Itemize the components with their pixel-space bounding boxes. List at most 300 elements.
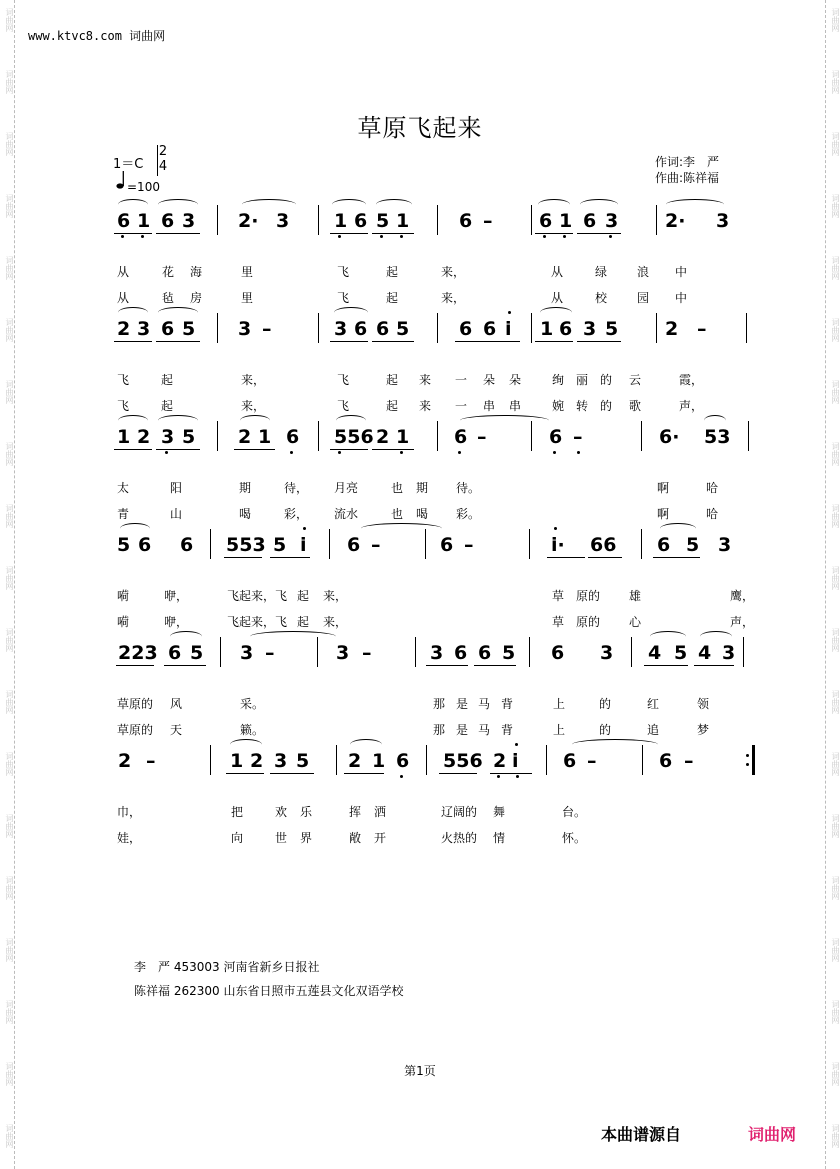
- page-number: 第1页: [404, 1064, 436, 1078]
- barline: [426, 745, 427, 775]
- lyric-word: 从: [117, 291, 130, 305]
- lyric-word: 霞，: [679, 373, 704, 387]
- note: 4: [648, 642, 662, 664]
- octave-dot-below: [165, 451, 168, 454]
- lyric-word: 开: [374, 831, 387, 845]
- lyric-word: 起: [297, 615, 310, 629]
- lyric-word: 海: [190, 265, 203, 279]
- lyric-word: 来: [419, 399, 432, 413]
- beam-underline: [116, 665, 154, 666]
- barline: [210, 529, 211, 559]
- edge-watermark: 词曲网: [831, 380, 840, 404]
- beam-underline: [535, 341, 573, 342]
- final-barline: [752, 745, 755, 775]
- lyric-word: 起: [386, 291, 399, 305]
- note: 5: [396, 318, 410, 340]
- note: 3: [240, 642, 254, 664]
- note: 3: [276, 210, 290, 232]
- octave-dot-above: [508, 311, 511, 314]
- quarter-note-icon: [116, 170, 126, 190]
- note: 3: [161, 426, 175, 448]
- note-row: [110, 205, 755, 255]
- lyric-word: 的: [599, 697, 612, 711]
- lyric-word: 从: [117, 265, 130, 279]
- note: 3: [336, 642, 350, 664]
- lyric-word: 飞: [117, 399, 130, 413]
- edge-watermark: 词曲网: [831, 628, 840, 652]
- note: 1: [396, 210, 410, 232]
- lyric-word: 啊: [657, 507, 670, 521]
- note: 2: [238, 426, 252, 448]
- edge-watermark: 词曲网: [5, 566, 14, 590]
- beam-underline: [330, 341, 368, 342]
- lyric-line: [110, 263, 755, 283]
- lyric-word: 喝: [239, 507, 252, 521]
- octave-dot-below: [338, 451, 341, 454]
- lyric-word: 期: [239, 481, 252, 495]
- lyric-word: 籁。: [240, 723, 265, 737]
- slur: [332, 199, 366, 210]
- lyric-word: 啊: [657, 481, 670, 495]
- lyric-word: 中: [675, 265, 688, 279]
- note: –: [477, 426, 487, 448]
- lyric-word: 追: [647, 723, 660, 737]
- note: 3: [182, 210, 196, 232]
- score-system: [110, 205, 755, 315]
- lyric-word: 青: [117, 507, 130, 521]
- note: 6: [483, 318, 497, 340]
- note: 53: [704, 426, 731, 448]
- edge-watermark: 词曲网: [5, 814, 14, 838]
- note: 6: [454, 426, 468, 448]
- note-row: [110, 313, 755, 363]
- note: 6: [549, 426, 563, 448]
- lyric-word: 飞: [117, 373, 130, 387]
- time-signature: [157, 144, 169, 174]
- note: –: [362, 642, 372, 664]
- lyric-word: 乐: [300, 805, 313, 819]
- beam-underline: [694, 665, 734, 666]
- note-row: [110, 421, 755, 471]
- edge-watermark: 词曲网: [5, 690, 14, 714]
- lyric-word: 火热的: [441, 831, 478, 845]
- lyric-word: 界: [300, 831, 313, 845]
- barline: [529, 529, 530, 559]
- barline: [217, 313, 218, 343]
- note: 1: [334, 210, 348, 232]
- note: 3: [600, 642, 614, 664]
- beam-underline: [455, 341, 520, 342]
- slur: [376, 199, 412, 210]
- octave-dot-below: [563, 235, 566, 238]
- lyric-word: 飞: [337, 373, 350, 387]
- beam-underline: [226, 773, 264, 774]
- lyric-word: 来，: [323, 615, 348, 629]
- edge-watermark: 词曲网: [831, 442, 840, 466]
- note: 5: [376, 210, 390, 232]
- lyric-word: 嗬: [117, 589, 130, 603]
- barline: [217, 205, 218, 235]
- note: 6: [376, 318, 390, 340]
- edge-watermark: 词曲网: [5, 442, 14, 466]
- lyric-word: 婉: [552, 399, 565, 413]
- note: 6: [459, 318, 473, 340]
- beam-underline: [577, 233, 621, 234]
- beam-underline: [490, 773, 532, 774]
- edge-watermark: 词曲网: [5, 938, 14, 962]
- note: 2: [348, 750, 362, 772]
- lyric-word: 绚: [552, 373, 565, 387]
- lyric-word: 中: [675, 291, 688, 305]
- note: 5: [605, 318, 619, 340]
- lyric-word: 来: [419, 373, 432, 387]
- score-system: [110, 421, 755, 531]
- lyric-word: 待，: [284, 481, 309, 495]
- beam-underline: [588, 557, 622, 558]
- beam-underline: [164, 665, 206, 666]
- slur: [660, 523, 696, 534]
- note-row: [110, 745, 755, 795]
- slur: [334, 307, 368, 318]
- lyric-word: 起: [161, 373, 174, 387]
- lyric-word: 飞起来，飞: [227, 589, 288, 603]
- lyric-word: 彩，: [284, 507, 309, 521]
- octave-dot-below: [516, 775, 519, 778]
- note: 5: [296, 750, 310, 772]
- note: 6: [659, 750, 673, 772]
- octave-dot-below: [577, 451, 580, 454]
- barline: [743, 637, 744, 667]
- note: 1: [258, 426, 272, 448]
- lyric-word: 串: [483, 399, 496, 413]
- slur: [580, 199, 618, 210]
- edge-watermark: 词曲网: [5, 256, 14, 280]
- lyric-word: 马: [478, 697, 491, 711]
- note: 2: [665, 318, 679, 340]
- note: 1: [117, 426, 131, 448]
- slur: [650, 631, 686, 642]
- lyric-word: 起: [297, 589, 310, 603]
- note: –: [587, 750, 597, 772]
- octave-dot-below: [497, 775, 500, 778]
- repeat-dot: [746, 754, 749, 757]
- lyric-word: 飞: [337, 399, 350, 413]
- octave-dot-below: [141, 235, 144, 238]
- note: 6: [396, 750, 410, 772]
- source-label: 本曲谱源自: [601, 1125, 682, 1144]
- lyric-word: 里: [241, 265, 254, 279]
- edge-watermark: 词曲网: [831, 1124, 840, 1148]
- lyric-line: [110, 505, 755, 525]
- slur: [361, 523, 442, 534]
- lyric-word: 一: [455, 399, 468, 413]
- note: 3: [722, 642, 736, 664]
- site-url: www.ktvc8.com 词曲网: [28, 29, 166, 43]
- note: –: [146, 750, 156, 772]
- slur: [118, 199, 148, 210]
- beam-underline: [224, 557, 262, 558]
- edge-watermark: 词曲网: [5, 318, 14, 342]
- beam-underline: [330, 233, 368, 234]
- note: 1: [137, 210, 151, 232]
- lyric-word: 怀。: [562, 831, 587, 845]
- note: 2: [250, 750, 264, 772]
- barline: [641, 421, 642, 451]
- barline: [318, 313, 319, 343]
- note: 3: [334, 318, 348, 340]
- octave-dot-above: [515, 743, 518, 746]
- edge-watermark: 词曲网: [5, 1062, 14, 1086]
- lyric-word: 采。: [240, 697, 265, 711]
- note: 2: [493, 750, 507, 772]
- lyric-word: 期: [416, 481, 429, 495]
- note: i: [505, 318, 512, 340]
- lyric-word: 起: [386, 373, 399, 387]
- tempo-marking: =100: [127, 180, 160, 194]
- lyric-word: 草: [552, 615, 565, 629]
- slur: [240, 415, 270, 426]
- edge-watermark: 词曲网: [5, 380, 14, 404]
- slur: [120, 523, 150, 534]
- lyric-word: 原的: [576, 615, 601, 629]
- edge-watermark: 词曲网: [831, 256, 840, 280]
- lyric-word: 那: [433, 723, 446, 737]
- edge-watermark: 词曲网: [831, 876, 840, 900]
- slur: [538, 199, 570, 210]
- octave-dot-below: [290, 451, 293, 454]
- note: 6: [168, 642, 182, 664]
- lyric-word: 鹰，: [730, 589, 755, 603]
- edge-watermark: 词曲网: [831, 70, 840, 94]
- lyric-word: 待。: [456, 481, 481, 495]
- lyric-word: 歌: [629, 399, 642, 413]
- barline: [318, 421, 319, 451]
- lyric-word: 辽阔的: [441, 805, 478, 819]
- barline: [415, 637, 416, 667]
- slur: [700, 631, 732, 642]
- note: –: [265, 642, 275, 664]
- lyric-word: 草: [552, 589, 565, 603]
- beam-underline: [653, 557, 700, 558]
- beam-underline: [439, 773, 477, 774]
- edge-watermark: 词曲网: [5, 194, 14, 218]
- lyric-word: 洒: [374, 805, 387, 819]
- note: 6: [440, 534, 454, 556]
- lyric-word: 一: [455, 373, 468, 387]
- lyric-line: [110, 289, 755, 309]
- lyric-word: 起: [386, 265, 399, 279]
- note: 6: [354, 318, 368, 340]
- key-signature: 1＝C: [113, 157, 144, 172]
- beam-underline: [644, 665, 688, 666]
- barline: [437, 421, 438, 451]
- octave-dot-below: [400, 451, 403, 454]
- note: –: [262, 318, 272, 340]
- note: 5: [190, 642, 204, 664]
- note: 3: [274, 750, 288, 772]
- beam-underline: [535, 233, 573, 234]
- lyric-word: 串: [509, 399, 522, 413]
- lyric-line: [110, 613, 755, 633]
- lyric-word: 朵: [483, 373, 496, 387]
- lyric-word: 雄: [629, 589, 642, 603]
- note: –: [697, 318, 707, 340]
- lyric-word: 咿，: [164, 615, 189, 629]
- lyric-word: 是: [456, 723, 469, 737]
- note: 2: [117, 318, 131, 340]
- octave-dot-below: [458, 451, 461, 454]
- note: 1: [559, 210, 573, 232]
- lyric-word: 欢: [275, 805, 288, 819]
- note: 3: [716, 210, 730, 232]
- edge-watermark: 词曲网: [831, 194, 840, 218]
- edge-watermark: 词曲网: [5, 628, 14, 652]
- note: 3: [605, 210, 619, 232]
- lyric-word: 流水: [334, 507, 359, 521]
- note: 6: [454, 642, 468, 664]
- note: 6: [583, 210, 597, 232]
- note: 556: [334, 426, 374, 448]
- lyric-word: 转: [576, 399, 589, 413]
- octave-dot-above: [303, 527, 306, 530]
- note: 6: [161, 210, 175, 232]
- beam-underline: [577, 341, 621, 342]
- edge-watermark: 词曲网: [5, 752, 14, 776]
- slur: [350, 739, 382, 750]
- lyric-word: 背: [501, 723, 514, 737]
- note: 223: [118, 642, 158, 664]
- lyricist-address: 李 严 453003 河南省新乡日报社: [134, 960, 320, 974]
- lyric-word: 彩。: [456, 507, 481, 521]
- octave-dot-below: [400, 775, 403, 778]
- octave-dot-below: [338, 235, 341, 238]
- lyric-word: 咿，: [164, 589, 189, 603]
- edge-watermark: 词曲网: [831, 566, 840, 590]
- edge-watermark: 词曲网: [5, 1000, 14, 1024]
- beam-underline: [270, 557, 310, 558]
- lyric-word: 从: [551, 265, 564, 279]
- note: 5: [182, 318, 196, 340]
- lyric-word: 嗬: [117, 615, 130, 629]
- note: 553: [226, 534, 266, 556]
- slur: [158, 307, 198, 318]
- brand-logo-text: 词曲网: [748, 1125, 797, 1144]
- note: 5: [686, 534, 700, 556]
- note: 4: [698, 642, 712, 664]
- lyric-line: [110, 721, 755, 741]
- lyric-word: 声，: [730, 615, 755, 629]
- lyric-word: 原的: [576, 589, 601, 603]
- note: 2·: [238, 210, 259, 232]
- lyric-word: 哈: [706, 507, 719, 521]
- beam-underline: [547, 557, 585, 558]
- lyric-word: 敞: [349, 831, 362, 845]
- slur: [242, 199, 296, 210]
- note: –: [464, 534, 474, 556]
- lyric-word: 也: [391, 507, 404, 521]
- slur: [158, 415, 198, 426]
- beam-underline: [372, 449, 414, 450]
- lyric-word: 是: [456, 697, 469, 711]
- note: –: [483, 210, 493, 232]
- lyric-word: 来，: [241, 399, 266, 413]
- barline: [217, 421, 218, 451]
- note: 6: [354, 210, 368, 232]
- lyric-word: 娃，: [117, 831, 142, 845]
- note: 5: [674, 642, 688, 664]
- beam-underline: [474, 665, 516, 666]
- note: 6: [347, 534, 361, 556]
- slur: [540, 307, 572, 318]
- note: 1: [396, 426, 410, 448]
- note: 5: [182, 426, 196, 448]
- note: 556: [443, 750, 483, 772]
- lyric-word: 领: [697, 697, 710, 711]
- note: 6: [657, 534, 671, 556]
- lyric-line: [110, 371, 755, 391]
- lyric-word: 挥: [349, 805, 362, 819]
- song-title: 草原飞起来: [357, 114, 483, 142]
- lyric-word: 飞起来，飞: [227, 615, 288, 629]
- slur: [704, 415, 726, 426]
- beam-underline: [156, 233, 200, 234]
- note: 3: [430, 642, 444, 664]
- slur: [666, 199, 724, 210]
- barline: [746, 313, 747, 343]
- note-row: [110, 529, 755, 579]
- slur: [572, 739, 658, 750]
- slur: [460, 415, 549, 426]
- edge-watermark: 词曲网: [5, 132, 14, 156]
- note: 6: [563, 750, 577, 772]
- lyric-word: 校: [595, 291, 608, 305]
- lyric-word: 里: [241, 291, 254, 305]
- edge-watermark: 词曲网: [831, 690, 840, 714]
- time-numerator: 2: [158, 144, 168, 159]
- note: 6: [559, 318, 573, 340]
- edge-watermark: 词曲网: [831, 814, 840, 838]
- edge-watermark: 词曲网: [831, 752, 840, 776]
- edge-watermark: 词曲网: [5, 504, 14, 528]
- beam-underline: [330, 449, 368, 450]
- lyric-word: 月亮: [334, 481, 359, 495]
- barline: [220, 637, 221, 667]
- lyric-word: 从: [551, 291, 564, 305]
- beam-underline: [426, 665, 468, 666]
- barline: [531, 313, 532, 343]
- edge-watermark: 词曲网: [831, 1000, 840, 1024]
- lyric-word: 飞: [337, 291, 350, 305]
- lyric-word: 台。: [562, 805, 587, 819]
- edge-watermark: 词曲网: [5, 876, 14, 900]
- score-system: [110, 313, 755, 423]
- beam-underline: [156, 341, 200, 342]
- beam-underline: [114, 449, 152, 450]
- lyric-word: 花: [162, 265, 175, 279]
- lyric-word: 阳: [170, 481, 183, 495]
- note: 3: [583, 318, 597, 340]
- lyric-line: [110, 695, 755, 715]
- beam-underline: [114, 341, 152, 342]
- lyric-word: 背: [501, 697, 514, 711]
- lyric-word: 心: [629, 615, 642, 629]
- lyric-word: 舞: [493, 805, 506, 819]
- barline: [318, 205, 319, 235]
- note: 6: [180, 534, 194, 556]
- lyric-line: [110, 803, 755, 823]
- lyric-word: 的: [600, 399, 613, 413]
- slur: [170, 631, 202, 642]
